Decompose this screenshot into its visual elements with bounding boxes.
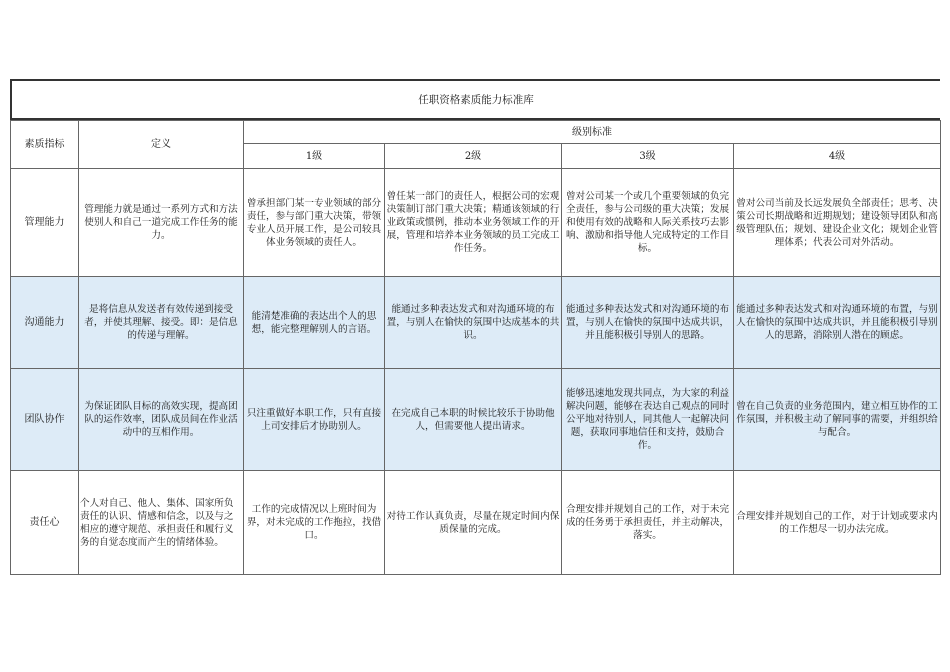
table-row xyxy=(11,369,941,471)
header-levels-group: 级别标准 xyxy=(244,121,941,144)
row-level-3: 曾对公司某一个或几个重要领域的负完全责任，参与公司级的重大决策；发展和使用有效的战略和人际关系技巧去影响、激励和指导他人完成特定的工作目标。 xyxy=(562,169,734,277)
competency-table xyxy=(10,120,941,575)
row-definition: 管理能力就是通过一系列方式和方法使别人和自己一道完成工作任务的能力。 xyxy=(79,169,244,277)
row-level-1: 能清楚准确的表达出个人的思想，能完整理解别人的言语。 xyxy=(244,277,385,369)
row-definition: 为保证团队目标的高效实现，提高团队的运作效率，团队成员间在作业活动中的互相作用。 xyxy=(79,369,244,471)
header-row-top xyxy=(11,121,941,144)
header-indicator: 素质指标 xyxy=(11,121,79,169)
header-level-2: 2级 xyxy=(385,144,562,169)
row-level-3: 能通过多种表达发式和对沟通环境的布置，与别人在愉快的氛围中达成共识，并且能积极引导别人的思路。 xyxy=(562,277,734,369)
row-definition: 是将信息从发送者有效传递到接受者，并使其理解、接受。即：是信息的传递与理解。 xyxy=(79,277,244,369)
table-row xyxy=(11,471,941,575)
row-level-3: 能够迅速地发现共同点，为大家的利益解决问题，能够在表达自己观点的同时公平地对待别人，同其他人一起解决问题，获取同事地信任和支持，鼓励合作。 xyxy=(562,369,734,471)
row-level-2: 对待工作认真负责，尽量在规定时间内保质保量的完成。 xyxy=(385,471,562,575)
row-level-2: 在完成自己本职的时候比较乐于协助他人，但需要他人提出请求。 xyxy=(385,369,562,471)
row-level-1: 曾承担部门某一专业领域的部分责任，参与部门重大决策，带领专业人员开展工作，是公司较具体业务领域的责任人。 xyxy=(244,169,385,277)
row-indicator: 管理能力 xyxy=(11,169,79,277)
row-indicator: 责任心 xyxy=(11,471,79,575)
header-level-4: 4级 xyxy=(734,144,941,169)
table-title: 任职资格素质能力标准库 xyxy=(10,79,940,120)
row-level-3: 合理安排并规划自己的工作，对于未完成的任务勇于承担责任，并主动解决，落实。 xyxy=(562,471,734,575)
row-level-4: 曾在自己负责的业务范围内，建立相互协作的工作氛围，并积极主动了解同事的需要，并组织给与配合。 xyxy=(734,369,941,471)
row-indicator: 团队协作 xyxy=(11,369,79,471)
row-level-2: 能通过多种表达发式和对沟通环境的布置，与别人在愉快的氛围中达成基本的共识。 xyxy=(385,277,562,369)
row-level-2: 曾任某一部门的责任人，根据公司的宏观决策制订部门重大决策；精通该领域的行业政策或惯例，推动本业务领域工作的开展，管理和培养本业务领域的员工完成工作任务。 xyxy=(385,169,562,277)
header-definition: 定义 xyxy=(79,121,244,169)
row-level-1: 只注重做好本职工作，只有直接上司安排后才协助别人。 xyxy=(244,369,385,471)
row-level-4: 合理安排并规划自己的工作，对于计划或要求内的工作想尽一切办法完成。 xyxy=(734,471,941,575)
row-indicator: 沟通能力 xyxy=(11,277,79,369)
row-level-1: 工作的完成情况以上班时间为界，对未完成的工作拖拉，找借口。 xyxy=(244,471,385,575)
table-row xyxy=(11,277,941,369)
table-row xyxy=(11,169,941,277)
row-level-4: 曾对公司当前及长远发展负全部责任；思考、决策公司长期战略和近期规划；建设领导团队和高级管理队伍；规划、建设企业文化；规划企业管理体系；代表公司对外活动。 xyxy=(734,169,941,277)
header-level-3: 3级 xyxy=(562,144,734,169)
header-level-1: 1级 xyxy=(244,144,385,169)
row-definition: 个人对自己、他人、集体、国家所负责任的认识、情感和信念，以及与之相应的遵守规范、承担责任和履行义务的自觉态度而产生的情绪体验。 xyxy=(79,471,244,575)
row-level-4: 能通过多种表达发式和对沟通环境的布置，与别人在愉快的氛围中达成共识，并且能积极引导别人的思路，消除别人潜在的顾虑。 xyxy=(734,277,941,369)
